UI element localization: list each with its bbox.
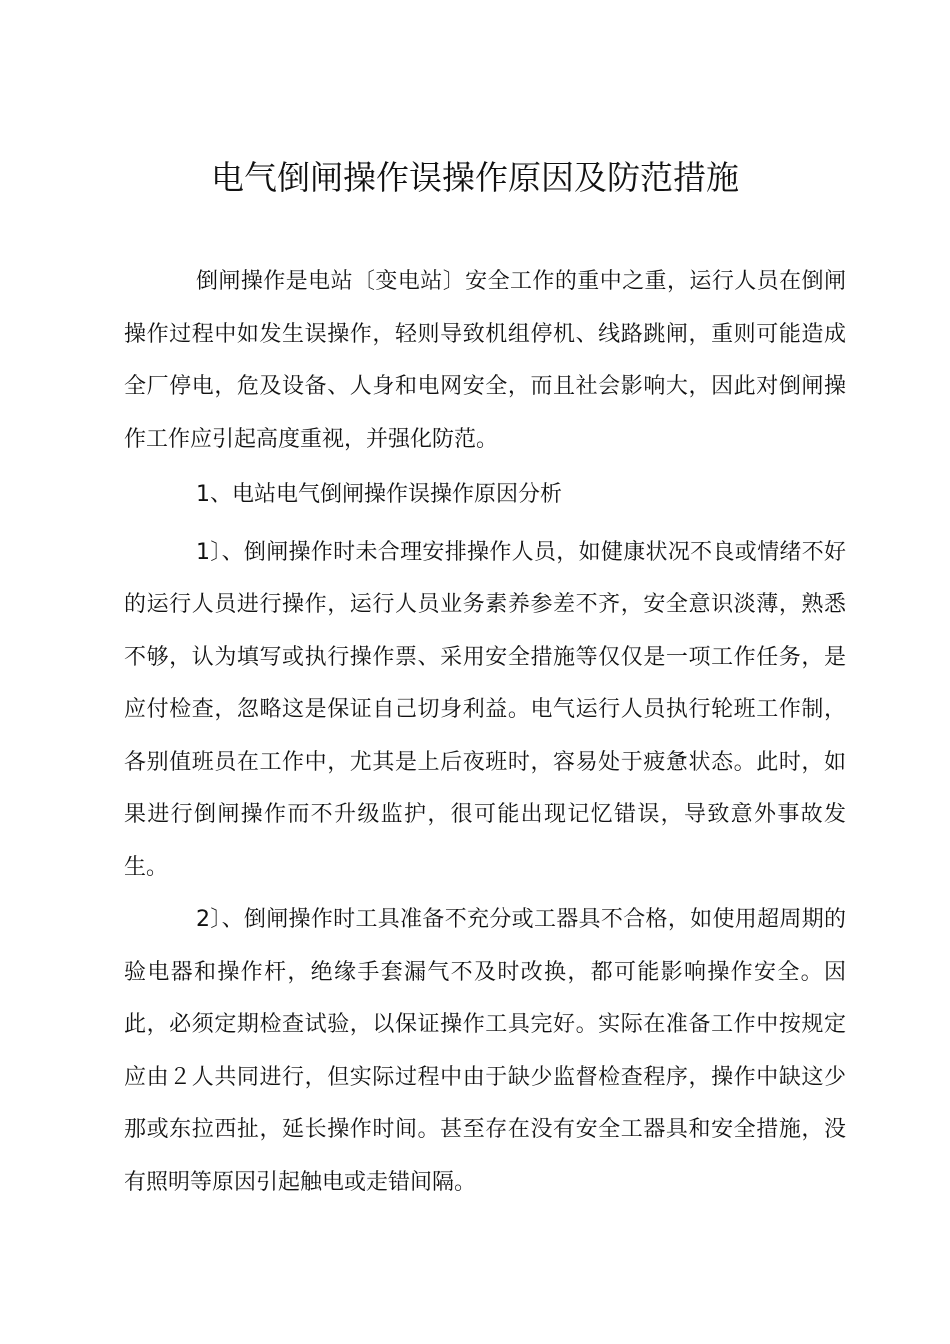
document-title: 电气倒闸操作误操作原因及防范措施 (211, 158, 739, 197)
document-body (124, 256, 846, 1209)
cause-paragraph-1: 1〕、倒闸操作时未合理安排操作人员，如健康状况不良或情绪不好的运行人员进行操作，运行人员业务素养参差不齐，安全意识淡薄，熟悉不够，认为填写或执行操作票、采用安全措施等仅仅是一项工作任务，是应付检查，忽略这是保证自己切身利益。电气运行人员执行轮班工作制，各别值班员在工作中，尤其是上后夜班时，容易处于疲惫状态。此时，如果进行倒闸操作而不升级监护，很可能出现记忆错误，导致意外事故发生。 (124, 539, 846, 880)
intro-paragraph: 倒闸操作是电站〔变电站〕安全工作的重中之重，运行人员在倒闸操作过程中如发生误操作，轻则导致机组停机、线路跳闸，重则可能造成全厂停电，危及设备、人身和电网安全，而且社会影响大，因此对倒闸操作工作应引起高度重视，并强化防范。 (124, 269, 846, 452)
section-heading: 1、电站电气倒闸操作误操作原因分析 (196, 482, 562, 507)
cause-paragraph-2: 2〕、倒闸操作时工具准备不充分或工器具不合格，如使用超周期的验电器和操作杆，绝缘手套漏气不及时改换，都可能影响操作安全。因此，必须定期检查试验，以保证操作工具完好。实际在准备工作中按规定应由２人共同进行，但实际过程中由于缺少监督检查程序，操作中缺这少那或东拉西扯，延长操作时间。甚至存在没有安全工器具和安全措施，没有照明等原因引起触电或走错间隔。 (124, 907, 846, 1195)
